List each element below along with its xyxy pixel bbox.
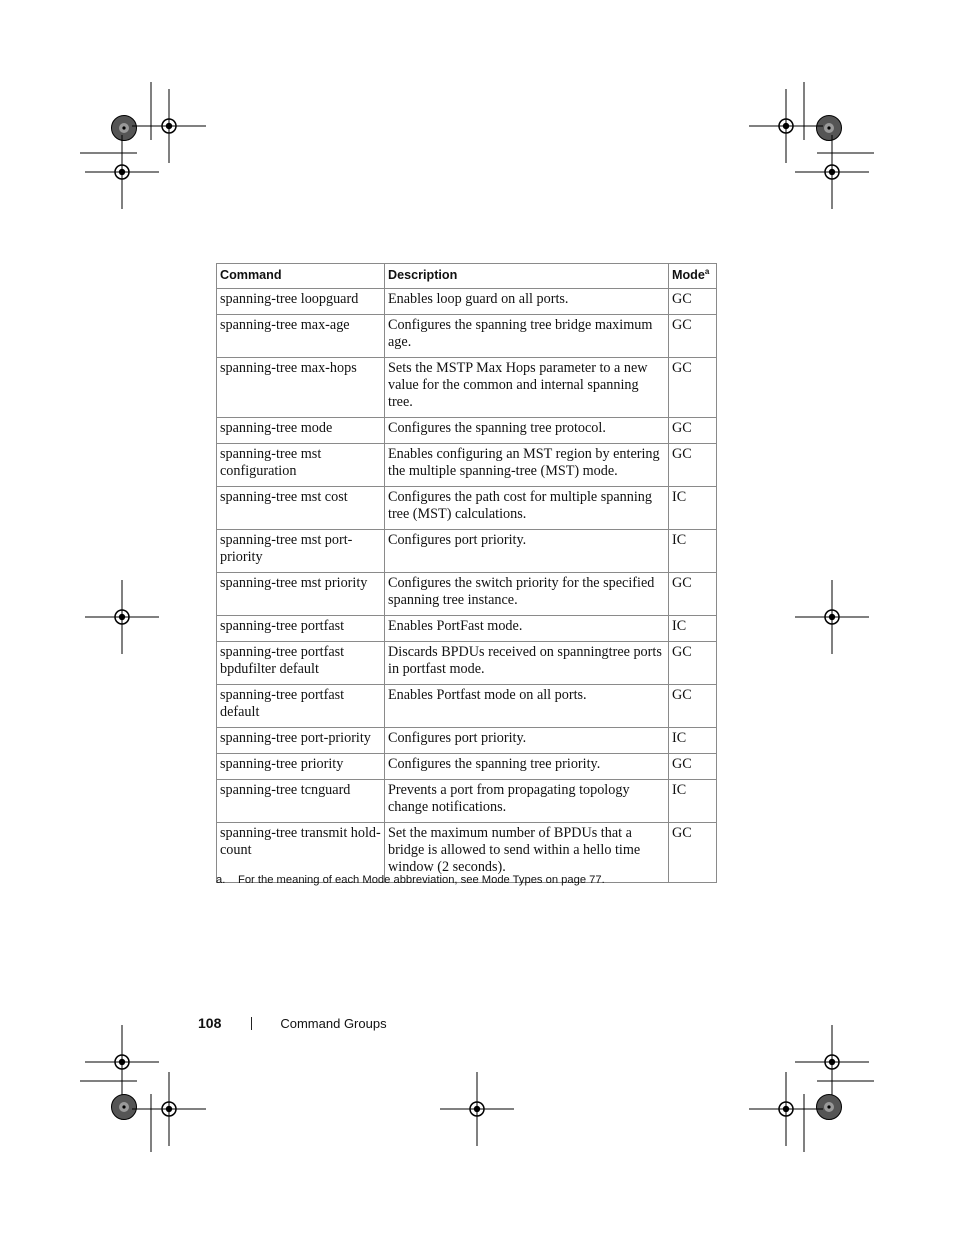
cell-mode: GC <box>669 685 717 728</box>
cell-mode: GC <box>669 823 717 883</box>
cell-mode: GC <box>669 289 717 315</box>
cell-command: spanning-tree mst configuration <box>217 444 385 487</box>
cell-mode: IC <box>669 616 717 642</box>
section-title: Command Groups <box>280 1015 387 1031</box>
cell-mode: IC <box>669 780 717 823</box>
cell-command: spanning-tree mst port-priority <box>217 530 385 573</box>
cell-mode: GC <box>669 754 717 780</box>
cell-command: spanning-tree portfast bpdufilter default <box>217 642 385 685</box>
cell-command: spanning-tree port-priority <box>217 728 385 754</box>
command-table <box>216 263 717 883</box>
cell-mode: IC <box>669 728 717 754</box>
table-row <box>217 530 717 573</box>
cell-description: Discards BPDUs received on spanningtree ports in portfast mode. <box>385 642 669 685</box>
cell-description: Configures port priority. <box>385 530 669 573</box>
cell-mode: GC <box>669 642 717 685</box>
footnote-ref: a <box>704 266 710 276</box>
cell-command: spanning-tree portfast <box>217 616 385 642</box>
cell-command: spanning-tree max-age <box>217 315 385 358</box>
cell-description: Enables configuring an MST region by entering the multiple spanning-tree (MST) mode. <box>385 444 669 487</box>
table-row <box>217 444 717 487</box>
table-row <box>217 780 717 823</box>
cell-description: Configures the spanning tree protocol. <box>385 418 669 444</box>
table-row <box>217 754 717 780</box>
cell-mode: GC <box>669 573 717 616</box>
table-row <box>217 358 717 418</box>
cell-command: spanning-tree mode <box>217 418 385 444</box>
cell-description: Set the maximum number of BPDUs that a bridge is allowed to send within a hello time window (2 seconds). <box>385 823 669 883</box>
cell-command: spanning-tree priority <box>217 754 385 780</box>
header-description: Description <box>385 264 669 289</box>
cell-command: spanning-tree tcnguard <box>217 780 385 823</box>
cell-mode: GC <box>669 444 717 487</box>
table-row <box>217 315 717 358</box>
cell-description: Configures the spanning tree priority. <box>385 754 669 780</box>
page-number: 108 <box>198 1015 222 1031</box>
cell-mode: GC <box>669 315 717 358</box>
footer-separator <box>251 1017 252 1030</box>
table-row <box>217 573 717 616</box>
cell-command: spanning-tree transmit hold-count <box>217 823 385 883</box>
cell-command: spanning-tree max-hops <box>217 358 385 418</box>
cell-command: spanning-tree loopguard <box>217 289 385 315</box>
footnote-text: For the meaning of each Mode abbreviation, see Mode Types on page 77. <box>238 874 605 886</box>
cell-mode: IC <box>669 530 717 573</box>
table-row <box>217 289 717 315</box>
cell-description: Enables PortFast mode. <box>385 616 669 642</box>
cell-mode: IC <box>669 487 717 530</box>
cell-description: Configures port priority. <box>385 728 669 754</box>
cell-description: Enables Portfast mode on all ports. <box>385 685 669 728</box>
header-command: Command <box>217 264 385 289</box>
table-row <box>217 642 717 685</box>
cell-command: spanning-tree portfast default <box>217 685 385 728</box>
cell-description: Sets the MSTP Max Hops parameter to a new value for the common and internal spanning tree. <box>385 358 669 418</box>
table-row <box>217 616 717 642</box>
table-row <box>217 487 717 530</box>
header-mode-label: Mode <box>672 268 705 282</box>
footnote <box>216 874 605 886</box>
cell-description: Configures the path cost for multiple spanning tree (MST) calculations. <box>385 487 669 530</box>
table-row <box>217 418 717 444</box>
table-row <box>217 728 717 754</box>
cell-description: Enables loop guard on all ports. <box>385 289 669 315</box>
header-mode <box>669 264 717 289</box>
table-body <box>217 289 717 883</box>
cell-description: Configures the spanning tree bridge maximum age. <box>385 315 669 358</box>
page-footer <box>198 1015 387 1031</box>
cell-mode: GC <box>669 358 717 418</box>
cell-description: Prevents a port from propagating topology change notifications. <box>385 780 669 823</box>
cell-command: spanning-tree mst priority <box>217 573 385 616</box>
cell-mode: GC <box>669 418 717 444</box>
cell-command: spanning-tree mst cost <box>217 487 385 530</box>
table-header-row <box>217 264 717 289</box>
cell-description: Configures the switch priority for the specified spanning tree instance. <box>385 573 669 616</box>
footnote-marker: a. <box>216 874 226 886</box>
table-row <box>217 685 717 728</box>
